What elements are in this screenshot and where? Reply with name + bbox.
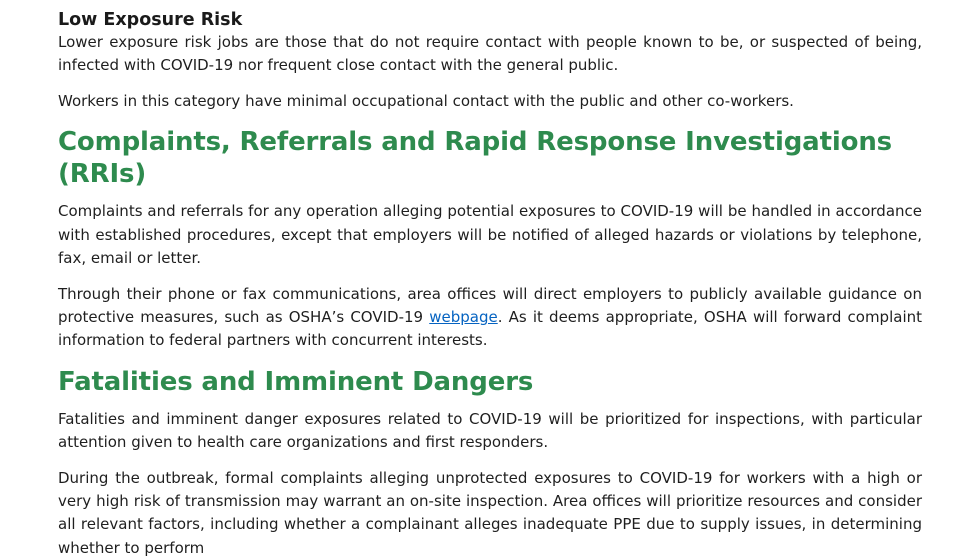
complaints-paragraph-2-end: . As it deems appropriate, OSHA will forward complaint information to federal partners with concurrent interests. xyxy=(58,308,922,350)
fatalities-heading: Fatalities and Imminent Dangers xyxy=(58,366,534,397)
complaints-paragraph-2-start: Through their phone or fax communications, area offices will direct employers to publicly available guidance on protective measures, such as OSHA’s COVID-19 xyxy=(58,284,922,327)
low-exposure-paragraph-2: Workers in this category have minimal occupational contact with the public and other co-workers. xyxy=(58,92,794,111)
complaints-paragraph-2 xyxy=(58,283,922,353)
low-exposure-heading: Low Exposure Risk xyxy=(58,10,243,30)
document-page xyxy=(58,0,922,560)
fatalities-paragraph-2: During the outbreak, formal complaints alleging unprotected exposures to COVID-19 for workers with a high or very high risk of transmission may warrant an on-site inspection. Area offices will prioritize resources and consider all relevant factors, including whether a complainant alleges inadequate PPE due to supply issues, in determining whether to perform xyxy=(58,468,922,557)
osha-covid-webpage-link[interactable]: webpage xyxy=(429,308,498,327)
complaints-paragraph-1: Complaints and referrals for any operation alleging potential exposures to COVID-19 will be handled in accordance with established procedures, except that employers will be notified of alleged hazards or violations by telephone, fax, email or letter. xyxy=(58,202,922,267)
low-exposure-paragraph-1: Lower exposure risk jobs are those that do not require contact with people known to be, or suspected of being, infected with COVID-19 nor frequent close contact with the general public. xyxy=(58,33,922,75)
complaints-heading: Complaints, Referrals and Rapid Response Investigations (RRIs) xyxy=(58,127,893,190)
fatalities-paragraph-1: Fatalities and imminent danger exposures related to COVID-19 will be prioritized for inspections, with particular attention given to health care organizations and first responders. xyxy=(58,409,922,451)
